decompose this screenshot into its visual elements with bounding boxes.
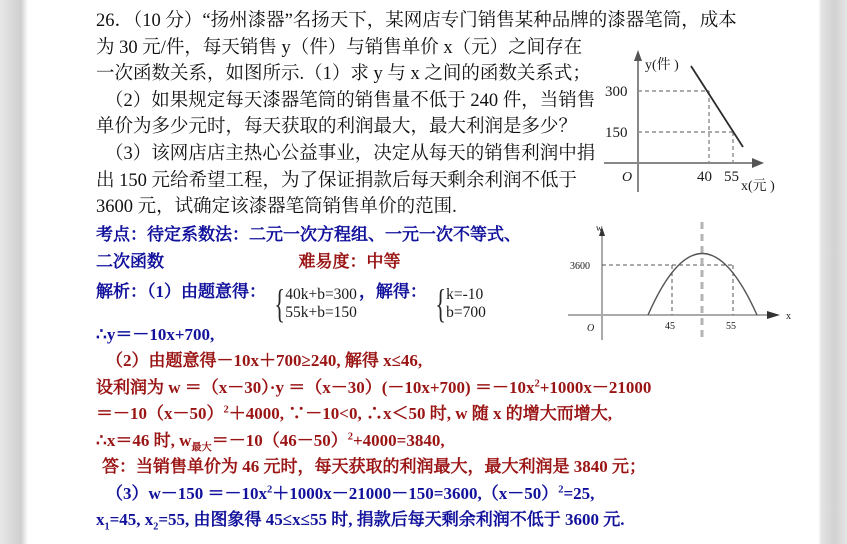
question-line-6: （3）该网店店主热心公益事业，决定从每天的销售利润中捐 <box>105 143 596 164</box>
equation-system-1 <box>270 280 357 326</box>
part3-line-2 <box>96 507 796 534</box>
part2-line-4-sub: 最大 <box>191 442 212 454</box>
part2-line-2-a: 设利润为 w ＝（x－30）·y ＝（x－30）(－10x+700) ＝－10x <box>96 377 535 397</box>
answer-statement: 答：当销售单价为 46 元时，每天获取的利润最大，最大利润是 3840 元； <box>102 457 646 477</box>
part2-line-1: （2）由题意得－10x＋700≥240, 解得 x≤46, <box>106 351 423 371</box>
origin-label-2: O <box>587 323 595 334</box>
jiede-label: ，解得： <box>358 282 427 301</box>
w-tick-label-3600: 3600 <box>570 261 590 272</box>
part2-line-2-b: +1000x－21000 <box>539 377 652 397</box>
origin-label: O <box>622 170 633 185</box>
part2-line-3-sup: 2 <box>223 404 229 416</box>
kaodian-line-2: 二次函数 <box>96 251 164 271</box>
part3-line-2-sub2: 2 <box>153 521 159 533</box>
question-line-4: （2）如果规定每天漆器笔筒的销售量不低于 240 件，当销售 <box>105 90 596 111</box>
result-y-equation: ∴y＝－10x+700, <box>96 324 215 344</box>
x-axis-arrow-icon <box>752 158 764 168</box>
part2-line-4 <box>96 428 796 455</box>
question-line-7: 出 150 元给希望工程，为了保证捐款后每天剩余利润不低于 <box>96 170 578 191</box>
difficulty-label: 难易度：中等 <box>298 251 401 271</box>
chart-linear-svg <box>604 44 822 204</box>
part3-line-1-a: （3）w－150 ＝－10x <box>106 483 268 503</box>
x-axis-label-2: x <box>786 311 791 322</box>
system-1-row-2: 55k+b=150 <box>285 303 357 321</box>
part3-line-1-sup: 2 <box>267 483 273 495</box>
x-axis-label: x(元 ) <box>741 179 775 194</box>
chart-parabola-svg <box>568 222 828 342</box>
y-axis-label: y(件 ) <box>645 58 679 73</box>
part3-line-2-b: =45, x <box>109 510 154 530</box>
linear-function-line <box>691 66 743 147</box>
part2-line-2 <box>96 375 796 402</box>
jiexi-prefix: 解析：（1）由题意得： <box>96 282 266 301</box>
part2-line-4-a: ∴x＝46 时, w <box>96 430 192 450</box>
part3-line-1-sup2: 2 <box>558 483 564 495</box>
question-line-3: 一次函数关系，如图所示.（1）求 y 与 x 之间的函数关系式； <box>96 64 591 85</box>
w-axis-label: w <box>596 223 603 233</box>
part2-line-3-a: ＝－10（x－50） <box>96 404 224 424</box>
question-line-5: 单价为多少元时，每天获取的利润最大，最大利润是多少？ <box>96 117 578 138</box>
part2-line-3 <box>96 401 796 428</box>
kaodian-line-1: 考点：待定系数法：二元一次方程组、一元一次不等式、 <box>96 225 521 244</box>
chart-linear-graph <box>604 44 822 204</box>
question-line-2: 为 30 元/件，每天销售 y（件）与销售单价 x（元）之间存在 <box>96 37 583 58</box>
left-brace-icon: { <box>274 280 285 326</box>
page-left-shadow <box>0 0 28 544</box>
x-tick-label-45: 45 <box>665 321 675 332</box>
system-1-row-1: 40k+b=300 <box>285 285 357 303</box>
question-line-1: 26．（10 分）“扬州漆器”名扬天下，某网店专门销售某种品牌的漆器笔筒，成本 <box>96 11 737 31</box>
x-tick-label-55: 55 <box>724 169 739 185</box>
x-axis-arrow-icon-2 <box>767 311 780 319</box>
part2-line-4-c: +4000=3840, <box>352 430 445 450</box>
part2-line-4-sup: 2 <box>347 430 353 442</box>
equation-system-2 <box>431 280 486 326</box>
part3-line-1-b: ＋1000x－21000－150=3600,（x－50） <box>272 483 559 503</box>
part3-line-2-sub1: 1 <box>104 521 110 533</box>
y-tick-label-300: 300 <box>605 84 628 100</box>
part2-line-2-sup: 2 <box>534 377 540 389</box>
system-2-rows <box>446 286 486 322</box>
part3-line-1 <box>96 481 796 508</box>
chart-parabola-graph <box>568 222 828 342</box>
part2-line-4-b: ＝－10（46－50） <box>211 430 348 450</box>
part3-line-2-c: =55, 由图象得 45≤x≤55 时, 捐款后每天剩余利润不低于 3600 元. <box>158 510 625 530</box>
part3-line-2-a: x <box>96 510 105 530</box>
part3-line-1-c: =25, <box>563 483 595 503</box>
left-brace-icon-2: { <box>435 280 446 326</box>
part2-line-3-b: ＋4000, ∵－10<0, ∴x＜50 时, w 随 x 的增大而增大, <box>228 404 612 424</box>
system-2-row-2: b=700 <box>446 303 486 321</box>
question-line-8: 3600 元，试确定该漆器笔筒销售单价的范围. <box>96 197 457 218</box>
x-tick-label-40: 40 <box>697 169 712 185</box>
system-1-rows <box>285 286 357 322</box>
y-axis-arrow-icon <box>634 50 642 61</box>
y-tick-label-150: 150 <box>605 125 628 141</box>
x-tick-label-55-2: 55 <box>726 321 736 332</box>
system-2-row-1: k=-10 <box>446 285 484 303</box>
